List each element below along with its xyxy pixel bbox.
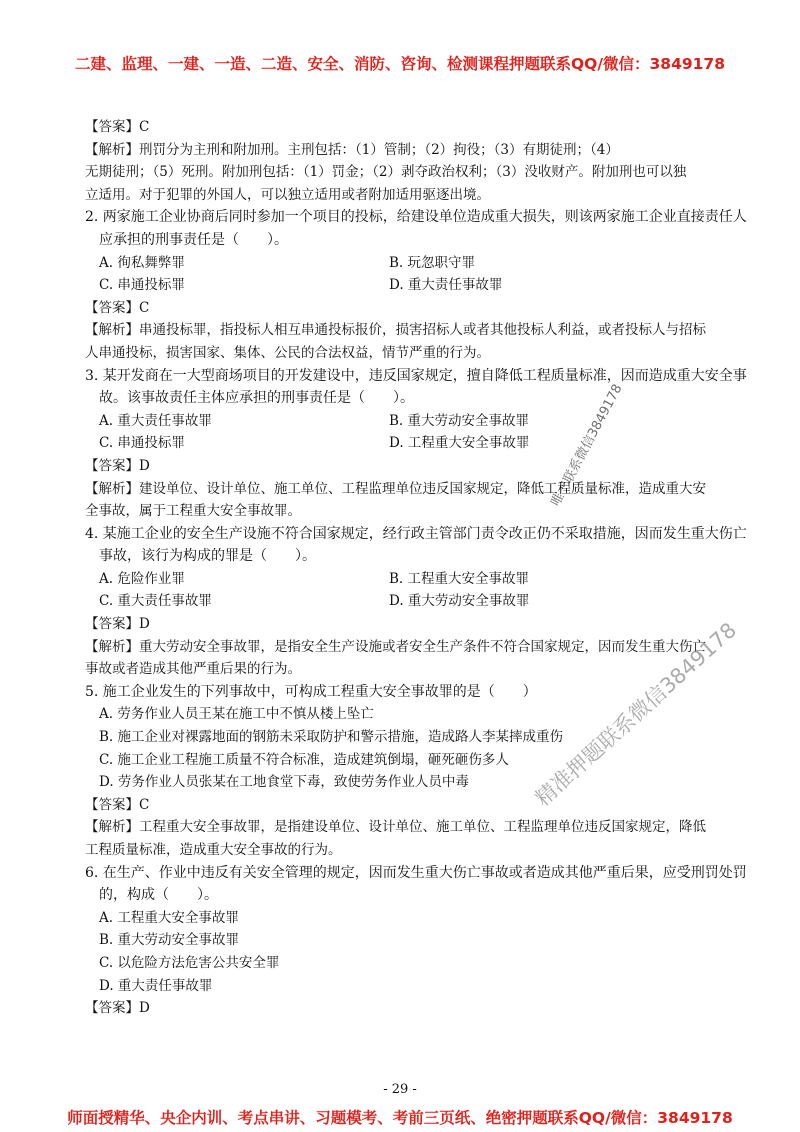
option-row [85,590,780,613]
explanation-text: 工程质量标准，造成重大安全事故的行为。 [85,842,342,858]
answer-label: 【答案】D [85,457,150,474]
option-c: C. 串通投标罪 [99,435,185,452]
option-d: D. 重大劳动安全事故罪 [389,593,530,610]
option-a: A. 重大责任事故罪 [99,412,212,429]
explanation-text: 【解析】重大劳动安全事故罪，是指安全生产设施或者安全生产条件不符合国家规定，因而发生重大伤亡 [85,638,706,655]
option-row [85,432,780,455]
option-b: B. 重大劳动安全事故罪 [389,412,530,429]
option-c: C. 以危险方法危害公共安全罪 [99,954,280,971]
option-row [85,410,780,433]
option-c: C. 串通投标罪 [99,277,185,294]
explanation-text: 【解析】刑罚分为主刑和附加刑。主刑包括：（1）管制；（2）拘役；（3）有期徒刑；（4） [85,141,619,158]
option-row [85,568,780,591]
question-stem: 6. 在生产、作业中违反有关安全管理的规定，因而发生重大伤亡事故或者造成其他严重后果，应受刑罚处罚 [85,864,747,881]
watermark-contact: 唯一联系微信3849178 [548,381,626,509]
explanation-text: 【解析】串通投标罪，指投标人相互串通投标报价，损害招标人或者其他投标人利益，或者投标人与招标 [85,322,706,339]
option-d: D. 重大责任事故罪 [389,277,503,294]
answer-label: 【答案】C [85,299,150,316]
option-d: D. 工程重大安全事故罪 [389,435,530,452]
document-body [85,116,780,1020]
question-stem: 2. 两家施工企业协商后同时参加一个项目的投标，给建设单位造成重大损失，则该两家施工企业直接责任人 [85,209,747,226]
explanation-text: 人串通投标，损害国家、集体、公民的合法权益，情节严重的行为。 [85,344,490,361]
option-b: B. 重大劳动安全事故罪 [99,932,240,949]
option-b: B. 玩忽职守罪 [389,254,476,271]
header-banner: 二建、监理、一建、一造、二造、安全、消防、咨询、检测课程押题联系QQ/微信：3849178 [74,55,725,73]
question-stem: 3. 某开发商在一大型商场项目的开发建设中，违反国家规定，擅自降低工程质量标准，因而造成重大安全事 [85,367,747,384]
explanation-text: 事故或者造成其他严重后果的行为。 [85,661,301,678]
explanation-text: 全事故，属于工程重大安全事故罪。 [85,503,301,520]
option-b: B. 施工企业对裸露地面的钢筋未采取防护和警示措施，造成路人李某摔成重伤 [99,729,564,746]
option-b: B. 工程重大安全事故罪 [389,570,530,587]
question-stem: 的，构成（ ）。 [99,887,218,904]
explanation-text: 【解析】工程重大安全事故罪，是指建设单位、设计单位、施工单位、工程监理单位违反国家规定，降低 [85,819,706,836]
answer-label: 【答案】C [85,119,150,135]
option-row [85,274,780,297]
option-a: A. 徇私舞弊罪 [99,254,185,271]
option-d: D. 劳务作业人员张某在工地食堂下毒，致使劳务作业人员中毒 [99,774,469,791]
question-stem: 应承担的刑事责任是（ ）。 [99,231,288,248]
option-c: C. 重大责任事故罪 [99,593,212,610]
option-a: A. 工程重大安全事故罪 [99,909,239,926]
option-a: A. 危险作业罪 [99,570,185,587]
explanation-text: 无期徒刑；（5）死刑。附加刑包括：（1）罚金；（2）剥夺政治权利；（3）没收财产。附加刑也可以独 [85,164,687,181]
footer-banner: 师面授精华、央企内训、考点串讲、习题模考、考前三页纸、绝密押题联系QQ/微信：3849178 [67,1109,733,1127]
answer-label: 【答案】C [85,796,150,813]
option-a: A. 劳务作业人员王某在施工中不慎从楼上坠亡 [99,706,374,723]
answer-label: 【答案】D [85,616,150,633]
question-stem: 事故，该行为构成的罪是（ ）。 [99,548,316,565]
page-number: - 29 - [383,1082,417,1097]
option-d: D. 重大责任事故罪 [99,977,213,994]
watermark-contact: 精准押题联系微信3849178 [530,617,742,811]
answer-label: 【答案】D [85,1000,150,1017]
explanation-text: 【解析】建设单位、设计单位、施工单位、工程监理单位违反国家规定，降低工程质量标准，造成重大安 [85,480,706,497]
question-stem: 5. 施工企业发生的下列事故中，可构成工程重大安全事故罪的是（ ） [85,683,537,700]
explanation-text: 立适用。对于犯罪的外国人，可以独立适用或者附加适用驱逐出境。 [85,186,490,203]
question-stem: 故。该事故责任主体应承担的刑事责任是（ ）。 [99,390,414,407]
question-stem: 4. 某施工企业的安全生产设施不符合国家规定，经行政主管部门责令改正仍不采取措施，因而发生重大伤亡 [85,525,747,542]
option-row [85,252,780,275]
option-c: C. 施工企业工程施工质量不符合标准，造成建筑倒塌，砸死砸伤多人 [99,751,509,768]
